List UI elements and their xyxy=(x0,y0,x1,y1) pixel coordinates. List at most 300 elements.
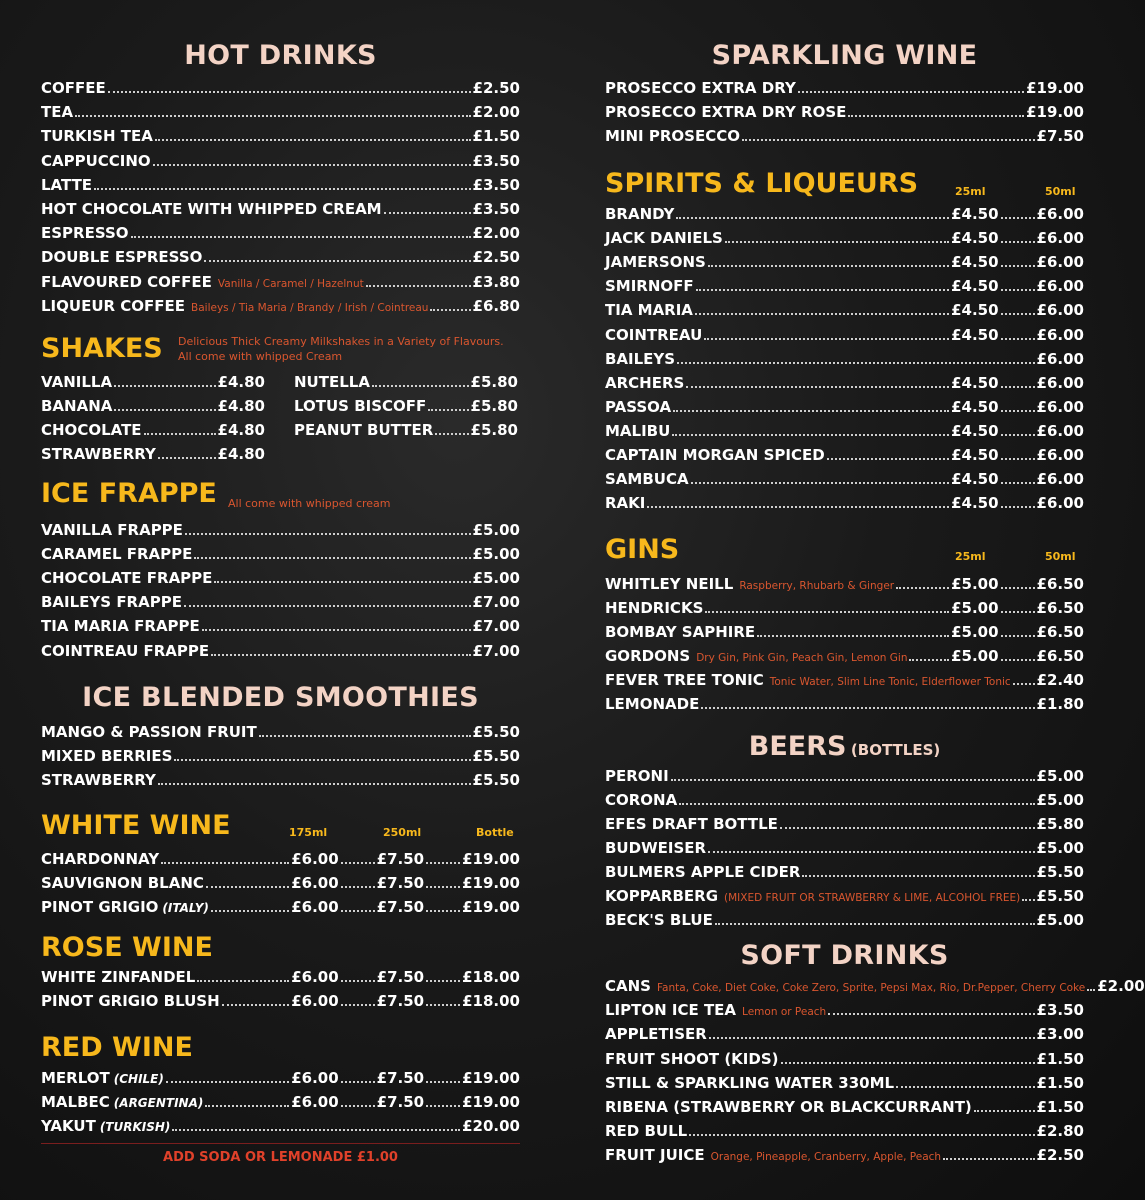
item-name: JAMERSONS xyxy=(605,253,706,272)
dot-leader xyxy=(194,557,470,559)
dot-leader xyxy=(1001,482,1035,484)
item-note: Baileys / Tia Maria / Brandy / Irish / Cointreau xyxy=(191,301,429,314)
menu-item xyxy=(605,767,1084,789)
item-price-p2: £7.50 xyxy=(376,992,425,1010)
menu-item xyxy=(41,79,520,101)
item-price-p2: £6.00 xyxy=(1036,349,1084,368)
dot-leader xyxy=(672,434,949,436)
dot-leader xyxy=(780,827,1035,829)
item-note: Orange, Pineapple, Cranberry, Apple, Peach xyxy=(710,1151,942,1164)
soft-drinks-title: SOFT DRINKS xyxy=(740,940,949,971)
shake-item xyxy=(41,397,265,419)
item-price: £2.00 xyxy=(472,103,520,122)
item-name: WHITLEY NEILL xyxy=(605,575,734,593)
menu-item xyxy=(605,815,1084,837)
dot-leader xyxy=(1001,386,1035,388)
menu-item xyxy=(605,301,1084,323)
dot-leader xyxy=(114,409,215,411)
hot-drinks-title: HOT DRINKS xyxy=(184,40,377,71)
item-price-p3: £19.00 xyxy=(462,874,520,892)
dot-leader xyxy=(222,1004,290,1006)
gins-col-50ml: 50ml xyxy=(1045,550,1076,563)
shake-item xyxy=(41,445,265,467)
item-name: RIBENA (STRAWBERRY OR BLACKCURRANT) xyxy=(605,1098,972,1116)
ice-frappe-subtitle: All come with whipped cream xyxy=(228,497,391,510)
menu-item xyxy=(41,103,520,125)
item-price: £3.50 xyxy=(472,175,520,194)
dot-leader xyxy=(158,457,216,459)
item-note: Dry Gin, Pink Gin, Peach Gin, Lemon Gin xyxy=(696,652,908,664)
item-price-p1: £6.00 xyxy=(291,898,339,916)
item-name: SAUVIGNON BLANC xyxy=(41,874,204,892)
item-price-p1: £4.50 xyxy=(951,421,999,440)
menu-item xyxy=(41,521,520,543)
item-name: VANILLA FRAPPE xyxy=(41,521,183,539)
item-note: Vanilla / Caramel / Hazelnut xyxy=(217,277,364,290)
item-price-p3: £18.00 xyxy=(462,968,520,986)
item-name: ESPRESSO xyxy=(41,224,129,243)
item-name: PROSECCO EXTRA DRY xyxy=(605,79,796,97)
dot-leader xyxy=(677,362,1034,364)
item-name: TURKISH TEA xyxy=(41,127,153,146)
dot-leader xyxy=(384,212,471,214)
item-price: £3.50 xyxy=(1036,1001,1084,1020)
dot-leader xyxy=(108,91,471,93)
item-price: £7.50 xyxy=(1036,127,1084,145)
dot-leader xyxy=(197,980,289,982)
spirits-col-50ml: 50ml xyxy=(1045,185,1076,198)
item-price: £5.00 xyxy=(1036,791,1084,809)
item-price: £5.00 xyxy=(472,521,520,539)
beers-title-suffix: (BOTTLES) xyxy=(850,741,941,759)
item-name: JACK DANIELS xyxy=(605,229,723,248)
menu-item xyxy=(605,422,1084,444)
dot-leader xyxy=(1001,587,1035,589)
dot-leader xyxy=(943,1158,1034,1160)
menu-item xyxy=(605,229,1084,251)
ice-frappe-title: ICE FRAPPE xyxy=(41,478,217,509)
item-price: £7.00 xyxy=(472,617,520,636)
dot-leader xyxy=(701,707,1034,709)
dot-leader xyxy=(426,1105,460,1107)
item-price: £5.00 xyxy=(1036,767,1084,785)
dot-leader xyxy=(827,458,949,460)
item-price: £4.80 xyxy=(217,421,265,439)
item-price-p2: £6.00 xyxy=(1036,373,1084,392)
item-price: £19.00 xyxy=(1026,103,1084,121)
item-name: MERLOT xyxy=(41,1069,110,1087)
dot-leader xyxy=(725,241,949,243)
dot-leader xyxy=(426,862,460,864)
white-wine-title: WHITE WINE xyxy=(41,810,231,841)
item-price: £2.80 xyxy=(1036,1122,1084,1141)
shakes-subtitle xyxy=(178,334,504,364)
item-name: CARAMEL FRAPPE xyxy=(41,545,193,564)
menu-item xyxy=(41,723,520,745)
menu-item xyxy=(41,248,520,270)
item-name: LEMONADE xyxy=(605,695,700,713)
dot-leader xyxy=(430,309,470,311)
menu-item xyxy=(41,1069,520,1091)
dot-leader xyxy=(341,1081,375,1083)
menu-item xyxy=(41,874,520,896)
menu-item xyxy=(41,642,520,664)
menu-item xyxy=(41,127,520,149)
sparkling-wine-title: SPARKLING WINE xyxy=(711,40,978,71)
dot-leader xyxy=(1001,659,1035,661)
item-price-p1: £6.00 xyxy=(291,874,339,892)
menu-item xyxy=(41,617,520,639)
item-price: £4.80 xyxy=(217,373,265,391)
item-price-p2: £6.00 xyxy=(1036,277,1084,296)
dot-leader xyxy=(1001,313,1035,315)
wine-col-175ml: 175ml xyxy=(289,826,328,839)
item-name: LATTE xyxy=(41,175,93,194)
menu-item xyxy=(605,127,1084,149)
item-name: ARCHERS xyxy=(605,373,685,392)
dot-leader xyxy=(1001,506,1035,508)
item-name: CHOCOLATE xyxy=(41,421,142,439)
item-price: £2.00 xyxy=(1097,977,1145,995)
item-price-p2: £7.50 xyxy=(376,874,425,892)
dot-leader xyxy=(757,635,949,637)
dot-leader xyxy=(341,862,375,864)
item-name: NUTELLA xyxy=(294,373,370,391)
item-price: £6.80 xyxy=(472,296,520,315)
item-origin: (ITALY) xyxy=(162,901,209,915)
menu-item xyxy=(605,326,1084,348)
shake-item xyxy=(294,397,518,419)
menu-item xyxy=(605,671,1084,693)
dot-leader xyxy=(1001,635,1035,637)
dot-leader xyxy=(647,506,949,508)
divider xyxy=(41,1143,520,1144)
wine-col-250ml: 250ml xyxy=(383,826,422,839)
item-price-p1: £5.00 xyxy=(951,575,999,593)
dot-leader xyxy=(1001,410,1035,412)
shake-item xyxy=(294,421,518,443)
menu-item xyxy=(41,771,520,793)
dot-leader xyxy=(781,1062,1035,1064)
item-price: £2.50 xyxy=(472,79,520,97)
item-price-p2: £6.00 xyxy=(1036,446,1084,464)
item-price: £1.50 xyxy=(1036,1073,1084,1092)
wine-col-bottle: Bottle xyxy=(476,826,514,839)
item-origin: (CHILE) xyxy=(113,1072,164,1086)
item-name: PROSECCO EXTRA DRY ROSE xyxy=(605,103,847,121)
shakes-subtitle-line1: Delicious Thick Creamy Milkshakes in a Variety of Flavours. xyxy=(178,335,504,348)
dot-leader xyxy=(709,1037,1035,1039)
item-price-p3: £19.00 xyxy=(462,1093,520,1111)
item-name: LOTUS BISCOFF xyxy=(294,397,427,415)
item-price: £4.80 xyxy=(217,397,265,415)
menu-item xyxy=(605,1098,1084,1120)
dot-leader xyxy=(705,611,949,613)
dot-leader xyxy=(75,115,470,117)
item-price: £1.50 xyxy=(1036,1098,1084,1116)
item-name: BRANDY xyxy=(605,205,675,223)
dot-leader xyxy=(1001,265,1035,267)
soda-note: ADD SODA OR LEMONADE £1.00 xyxy=(163,1150,398,1165)
item-price-p1: £5.00 xyxy=(951,647,999,665)
dot-leader xyxy=(94,188,470,190)
item-name: MANGO & PASSION FRUIT xyxy=(41,723,257,741)
item-name: PEANUT BUTTER xyxy=(294,421,434,439)
item-price-p1: £4.50 xyxy=(951,325,999,344)
shake-item xyxy=(294,373,518,395)
dot-leader xyxy=(341,980,375,982)
menu-item xyxy=(605,887,1084,909)
menu-item xyxy=(605,1001,1084,1023)
dot-leader xyxy=(435,433,468,435)
dot-leader xyxy=(828,1013,1034,1015)
item-price: £5.80 xyxy=(470,373,518,391)
item-name: TIA MARIA FRAPPE xyxy=(41,617,200,636)
item-name: BECK'S BLUE xyxy=(605,911,713,929)
item-name: MALIBU xyxy=(605,421,671,440)
item-origin: (ARGENTINA) xyxy=(113,1096,204,1110)
item-price: £5.00 xyxy=(472,569,520,588)
item-price-p2: £6.00 xyxy=(1036,229,1084,248)
menu-item xyxy=(41,273,520,295)
menu-item xyxy=(41,569,520,591)
item-price: £19.00 xyxy=(1026,79,1084,97)
item-price: £2.50 xyxy=(1036,1146,1084,1165)
menu-item xyxy=(605,277,1084,299)
dot-leader xyxy=(1001,289,1035,291)
item-price-p2: £6.00 xyxy=(1036,301,1084,320)
beers-heading xyxy=(605,731,1084,762)
spirits-col-25ml: 25ml xyxy=(955,185,986,198)
dot-leader xyxy=(696,289,949,291)
menu-item xyxy=(605,623,1084,645)
item-name: HOT CHOCOLATE WITH WHIPPED CREAM xyxy=(41,200,382,218)
item-price-p1: £6.00 xyxy=(291,968,339,986)
menu-item xyxy=(605,253,1084,275)
item-name: DOUBLE ESPRESSO xyxy=(41,248,203,267)
item-name: SMIRNOFF xyxy=(605,277,694,296)
item-price-p2: £6.50 xyxy=(1036,599,1084,617)
item-name: RED BULL xyxy=(605,1122,688,1141)
dot-leader xyxy=(172,1129,460,1131)
menu-item xyxy=(605,79,1084,101)
item-price: £5.00 xyxy=(1036,911,1084,929)
dot-leader xyxy=(131,236,471,238)
item-price-p2: £6.00 xyxy=(1036,470,1084,489)
dot-leader xyxy=(704,338,949,340)
dot-leader xyxy=(1013,683,1035,685)
menu-item xyxy=(605,695,1084,717)
dot-leader xyxy=(166,1081,289,1083)
dot-leader xyxy=(848,115,1024,117)
smoothies-title: ICE BLENDED SMOOTHIES xyxy=(82,682,479,713)
item-name: CHARDONNAY xyxy=(41,850,160,868)
dot-leader xyxy=(695,313,949,315)
menu-item xyxy=(605,839,1084,861)
dot-leader xyxy=(1022,899,1034,901)
menu-item xyxy=(41,224,520,246)
item-name: FEVER TREE TONIC xyxy=(605,671,764,689)
item-price: £2.00 xyxy=(472,224,520,243)
item-price-p1: £4.50 xyxy=(951,397,999,416)
menu-item xyxy=(605,1146,1084,1168)
item-price-p3: £19.00 xyxy=(462,850,520,868)
menu-item xyxy=(41,747,520,769)
item-price: £5.80 xyxy=(1036,815,1084,833)
item-name: PASSOA xyxy=(605,397,672,416)
item-origin: (TURKISH) xyxy=(99,1120,171,1134)
item-price: £4.80 xyxy=(217,445,265,463)
item-price-p1: £4.50 xyxy=(951,277,999,296)
dot-leader xyxy=(214,581,470,583)
dot-leader xyxy=(974,1110,1035,1112)
dot-leader xyxy=(896,1086,1034,1088)
dot-leader xyxy=(426,1081,460,1083)
menu-item xyxy=(605,1025,1084,1047)
dot-leader xyxy=(161,862,289,864)
menu-item xyxy=(605,791,1084,813)
menu-item xyxy=(41,850,520,872)
item-name: GORDONS xyxy=(605,647,691,665)
item-price: £5.00 xyxy=(472,545,520,564)
dot-leader xyxy=(211,910,289,912)
item-note: Tonic Water, Slim Line Tonic, Elderflower Tonic xyxy=(769,676,1011,688)
shakes-title: SHAKES xyxy=(41,333,163,364)
item-price-p2: £6.00 xyxy=(1036,494,1084,513)
item-name: PINOT GRIGIO xyxy=(41,898,159,916)
dot-leader xyxy=(896,587,949,589)
menu-item xyxy=(41,200,520,222)
item-price: £3.50 xyxy=(472,151,520,170)
item-name: EFES DRAFT BOTTLE xyxy=(605,815,778,833)
menu-item xyxy=(605,863,1084,885)
spirits-title: SPIRITS & LIQUEURS xyxy=(605,168,919,199)
item-price-p2: £6.50 xyxy=(1036,647,1084,665)
shake-item xyxy=(41,421,265,443)
item-price-p2: £1.80 xyxy=(1036,695,1084,713)
item-price: £5.80 xyxy=(470,397,518,415)
shakes-subtitle-line2: All come with whipped Cream xyxy=(178,350,343,363)
item-name: SAMBUCA xyxy=(605,470,689,489)
red-wine-title: RED WINE xyxy=(41,1032,193,1063)
item-name: MINI PROSECCO xyxy=(605,127,740,145)
dot-leader xyxy=(341,1004,375,1006)
item-price-p1: £4.50 xyxy=(951,494,999,513)
menu-item xyxy=(41,593,520,615)
dot-leader xyxy=(689,1134,1034,1136)
item-price: £5.50 xyxy=(472,747,520,765)
item-name: RAKI xyxy=(605,494,646,513)
item-price-p2: £7.50 xyxy=(376,898,425,916)
item-price-p1: £4.50 xyxy=(951,301,999,320)
dot-leader xyxy=(673,410,949,412)
item-note: Fanta, Coke, Diet Coke, Coke Zero, Sprite, Pepsi Max, Rio, Dr.Pepper, Cherry Coke xyxy=(656,982,1086,994)
menu-item xyxy=(41,1117,520,1139)
item-price-p2: £6.00 xyxy=(1036,253,1084,272)
item-price-p1: £4.50 xyxy=(951,205,999,223)
menu-item xyxy=(605,647,1084,669)
item-note: Lemon or Peach xyxy=(742,1006,827,1019)
dot-leader xyxy=(184,605,471,607)
item-name: CAPPUCCINO xyxy=(41,151,151,170)
dot-leader xyxy=(114,385,215,387)
dot-leader xyxy=(426,886,460,888)
item-price-p2: £6.00 xyxy=(1036,205,1084,223)
dot-leader xyxy=(206,886,289,888)
dot-leader xyxy=(341,910,375,912)
item-name: MALBEC xyxy=(41,1093,110,1111)
shake-item xyxy=(41,373,265,395)
item-name: PERONI xyxy=(605,767,669,785)
item-price: £7.00 xyxy=(472,641,520,660)
dot-leader xyxy=(691,482,950,484)
item-price-p1: £5.00 xyxy=(951,623,999,641)
dot-leader xyxy=(205,1105,289,1107)
dot-leader xyxy=(1001,241,1035,243)
item-name: MIXED BERRIES xyxy=(41,747,173,765)
item-name: WHITE ZINFANDEL xyxy=(41,968,196,986)
item-price-p3: £20.00 xyxy=(462,1117,520,1135)
dot-leader xyxy=(259,735,471,737)
item-name: STRAWBERRY xyxy=(41,445,156,463)
menu-item xyxy=(41,545,520,567)
item-name: STRAWBERRY xyxy=(41,771,156,789)
dot-leader xyxy=(1001,217,1035,219)
dot-leader xyxy=(174,759,470,761)
item-name: BULMERS APPLE CIDER xyxy=(605,863,801,881)
item-price: £5.50 xyxy=(472,723,520,741)
item-name: CANS xyxy=(605,977,651,995)
dot-leader xyxy=(372,385,469,387)
dot-leader xyxy=(204,260,470,262)
menu-item xyxy=(41,176,520,198)
item-name: BAILEYS FRAPPE xyxy=(41,593,182,612)
item-name: HENDRICKS xyxy=(605,599,704,617)
item-price: £1.50 xyxy=(1036,1049,1084,1068)
item-price: £3.00 xyxy=(1036,1025,1084,1044)
item-name: CHOCOLATE FRAPPE xyxy=(41,569,213,588)
dot-leader xyxy=(428,409,468,411)
item-name: COINTREAU FRAPPE xyxy=(41,641,210,660)
item-name: STILL & SPARKLING WATER 330ML xyxy=(605,1073,895,1092)
item-name: BANANA xyxy=(41,397,113,415)
menu-item xyxy=(605,398,1084,420)
menu-item xyxy=(605,470,1084,492)
dot-leader xyxy=(1087,989,1095,991)
item-price-p2: £2.40 xyxy=(1036,671,1084,689)
item-price-p1: £4.50 xyxy=(951,470,999,489)
item-name: COFFEE xyxy=(41,79,106,97)
dot-leader xyxy=(341,886,375,888)
item-price-p2: £6.00 xyxy=(1036,325,1084,344)
item-name: LIPTON ICE TEA xyxy=(605,1001,737,1020)
item-name: PINOT GRIGIO BLUSH xyxy=(41,992,220,1010)
item-price-p3: £19.00 xyxy=(462,1069,520,1087)
dot-leader xyxy=(708,265,949,267)
dot-leader xyxy=(341,1105,375,1107)
item-note: Raspberry, Rhubarb & Ginger xyxy=(739,580,895,592)
menu-item xyxy=(41,992,520,1014)
menu-item xyxy=(41,152,520,174)
dot-leader xyxy=(798,91,1024,93)
item-price-p2: £7.50 xyxy=(376,968,425,986)
menu-item xyxy=(605,494,1084,516)
item-name: BUDWEISER xyxy=(605,839,707,857)
item-name: FLAVOURED COFFEE xyxy=(41,272,212,291)
item-name: CORONA xyxy=(605,791,678,809)
dot-leader xyxy=(158,783,471,785)
item-price-p3: £19.00 xyxy=(462,898,520,916)
